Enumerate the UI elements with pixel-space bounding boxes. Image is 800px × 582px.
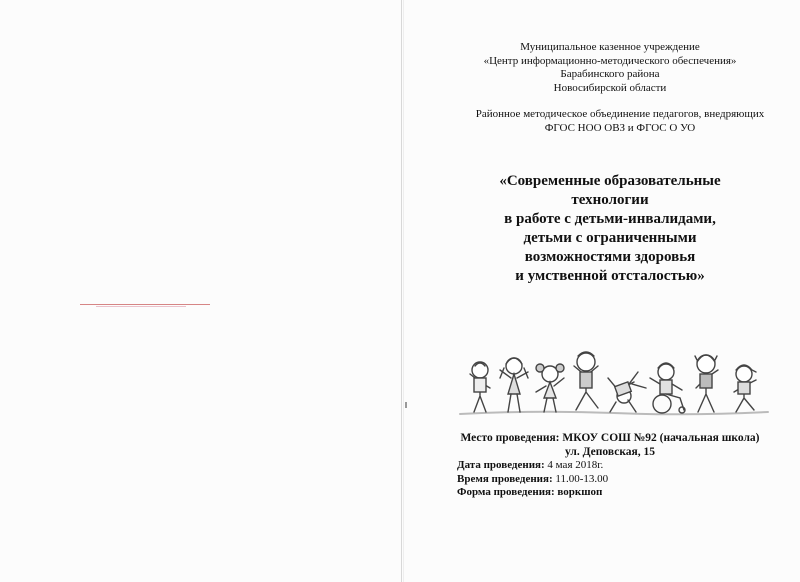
title-line: и умственной отсталостью» bbox=[515, 268, 705, 284]
scan-artifact-line bbox=[80, 304, 210, 305]
venue-place bbox=[420, 431, 800, 445]
title-line: возможностями здоровья bbox=[524, 249, 696, 265]
institution-line: Барабинского района bbox=[560, 68, 660, 80]
detail-time bbox=[457, 473, 797, 487]
association-line: Районное методическое объединение педагогов, внедряющих bbox=[475, 108, 765, 120]
institution-line: Новосибирской области bbox=[553, 81, 667, 94]
title-line: технологии bbox=[571, 192, 649, 208]
venue-place-value: МКОУ СОШ №92 (начальная школа) bbox=[562, 432, 760, 444]
venue-street-value: ул. Деповская, 15 bbox=[564, 446, 656, 458]
form-value: воркшоп bbox=[557, 486, 603, 498]
event-title bbox=[420, 172, 800, 286]
date-label: Дата проведения: bbox=[457, 459, 545, 471]
title-line: «Современные образовательные bbox=[499, 173, 721, 189]
time-value: 11.00-13.00 bbox=[555, 472, 609, 485]
institution-line: Муниципальное казенное учреждение bbox=[520, 41, 700, 53]
venue-street bbox=[420, 445, 800, 459]
detail-form bbox=[457, 486, 797, 500]
children-playing-icon bbox=[458, 348, 770, 420]
institution-line: «Центр информационно-методического обеспечения» bbox=[483, 54, 737, 67]
venue-place-label: Место проведения: bbox=[460, 432, 560, 444]
time-label: Время проведения: bbox=[457, 472, 553, 485]
date-value: 4 мая 2018г. bbox=[547, 459, 604, 471]
form-label: Форма проведения: bbox=[457, 486, 555, 498]
event-details bbox=[457, 459, 797, 500]
scan-artifact-line-2 bbox=[96, 306, 186, 307]
association-line: ФГОС НОО ОВЗ и ФГОС О УО bbox=[544, 121, 696, 134]
page-fold-shadow bbox=[403, 0, 404, 582]
association-header bbox=[440, 108, 800, 135]
title-line: в работе с детьми-инвалидами, bbox=[504, 211, 716, 227]
venue-block bbox=[420, 431, 800, 459]
title-line: детьми с ограниченными bbox=[523, 230, 697, 246]
cover-page bbox=[420, 0, 800, 582]
scan-artifact-mark bbox=[405, 402, 407, 408]
institution-header bbox=[420, 41, 800, 95]
page-fold-line bbox=[401, 0, 402, 582]
detail-date bbox=[457, 459, 797, 473]
